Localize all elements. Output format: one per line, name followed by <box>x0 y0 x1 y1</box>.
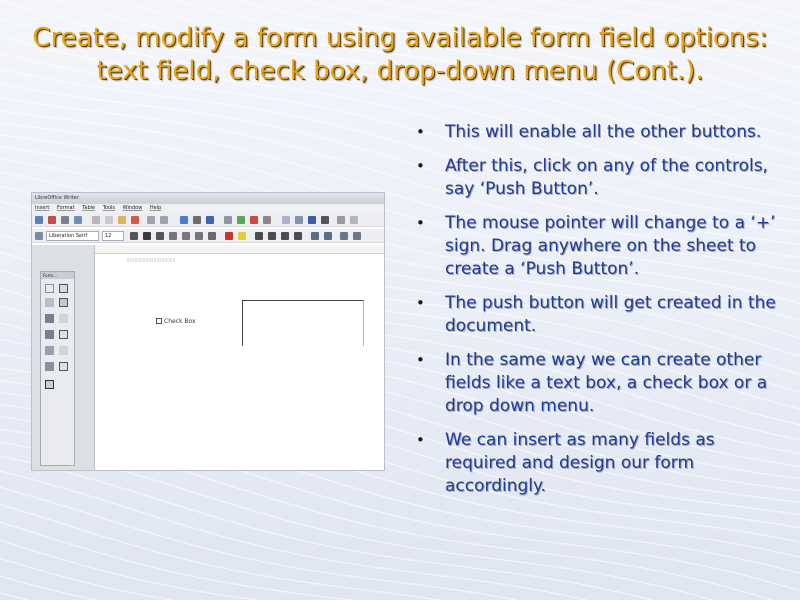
bullet-item <box>413 292 788 338</box>
bullet-item <box>413 212 788 281</box>
form-controls-toolbar <box>40 271 75 466</box>
redo-icon[interactable] <box>160 216 168 224</box>
increase-indent-icon[interactable] <box>340 232 348 240</box>
form-controls-label: Form... <box>41 272 74 279</box>
font-color-icon[interactable] <box>225 232 233 240</box>
push-button-control[interactable] <box>242 300 364 346</box>
chart-icon[interactable] <box>250 216 258 224</box>
select-icon[interactable] <box>45 284 54 293</box>
bullet-text: We can insert as many fields as required and design our form accordingly. <box>445 430 715 496</box>
menu-format[interactable]: Format <box>56 205 75 211</box>
find-icon[interactable] <box>193 216 201 224</box>
text-cursor-line: ▯▯▯▯▯▯▯▯▯▯▯▯▯▯▯▯▯▯ <box>127 257 176 262</box>
document-margin-area <box>32 245 95 470</box>
libreoffice-writer-screenshot <box>32 193 384 470</box>
label-field-tool-icon[interactable] <box>59 346 68 355</box>
numbering-icon[interactable] <box>324 232 332 240</box>
slide-title <box>0 22 800 88</box>
bullet-item <box>413 349 788 418</box>
image-icon[interactable] <box>237 216 245 224</box>
bullet-item <box>413 155 788 201</box>
hyperlink-icon[interactable] <box>308 216 316 224</box>
save-icon[interactable] <box>35 216 43 224</box>
spellcheck-icon[interactable] <box>180 216 188 224</box>
font-size-field[interactable]: 12 <box>102 231 124 241</box>
bullet-dot: • <box>416 351 425 369</box>
bullet-dot: • <box>416 431 425 449</box>
combo-box-tool-icon[interactable] <box>45 346 54 355</box>
design-mode-icon[interactable] <box>59 284 68 293</box>
background-wave-line <box>0 558 800 600</box>
bullet-text: In the same way we can create other fields like a text box, a check box or a drop down menu. <box>445 350 768 416</box>
checkbox-tool-icon[interactable] <box>45 314 54 323</box>
bullet-text: This will enable all the other buttons. <box>445 122 762 142</box>
form-design-icon[interactable] <box>59 298 68 307</box>
bullet-text: After this, click on any of the controls, say ‘Push Button’. <box>445 156 768 199</box>
checkbox-box[interactable] <box>156 318 162 324</box>
list-box-tool-icon[interactable] <box>59 330 68 339</box>
field-icon[interactable] <box>295 216 303 224</box>
menu-help[interactable]: Help <box>149 205 162 211</box>
table-icon[interactable] <box>224 216 232 224</box>
menu-table[interactable]: Table <box>82 205 96 211</box>
formatting-toolbar <box>32 229 384 243</box>
bullet-dot: • <box>416 214 425 232</box>
bullet-dot: • <box>416 123 425 141</box>
cut-icon[interactable] <box>92 216 100 224</box>
underline-icon[interactable] <box>156 232 164 240</box>
font-name-field[interactable]: Liberation Serif <box>46 231 99 241</box>
checkbox-control[interactable] <box>156 318 196 325</box>
superscript-icon[interactable] <box>182 232 190 240</box>
standard-toolbar <box>32 213 384 227</box>
background-wave-line <box>0 576 800 600</box>
copy-icon[interactable] <box>105 216 113 224</box>
paste-icon[interactable] <box>118 216 126 224</box>
bullets-icon[interactable] <box>311 232 319 240</box>
menu-bar <box>32 204 384 213</box>
menu-insert[interactable]: Insert <box>35 205 50 211</box>
option-button-tool-icon[interactable] <box>45 330 54 339</box>
align-left-icon[interactable] <box>255 232 263 240</box>
checkbox-label: Check Box <box>164 318 196 325</box>
export-pdf-icon[interactable] <box>48 216 56 224</box>
bullet-item <box>413 429 788 498</box>
page-break-icon[interactable] <box>282 216 290 224</box>
print-preview-icon[interactable] <box>74 216 82 224</box>
text-box-tool-icon[interactable] <box>59 314 68 323</box>
bullet-dot: • <box>416 157 425 175</box>
bullet-text: The push button will get created in the document. <box>445 293 776 336</box>
document-page[interactable] <box>95 254 384 470</box>
strikethrough-icon[interactable] <box>169 232 177 240</box>
special-character-icon[interactable] <box>321 216 329 224</box>
bold-icon[interactable] <box>130 232 138 240</box>
comment-icon[interactable] <box>337 216 345 224</box>
control-properties-icon[interactable] <box>45 298 54 307</box>
window-titlebar: LibreOffice Writer <box>32 193 384 204</box>
textbox-icon[interactable] <box>263 216 271 224</box>
shadow-icon[interactable] <box>208 232 216 240</box>
background-wave-line <box>0 504 800 600</box>
slide-title-line-2: text field, check box, drop-down menu (Cont.). <box>96 56 704 86</box>
subscript-icon[interactable] <box>195 232 203 240</box>
print-icon[interactable] <box>61 216 69 224</box>
clone-formatting-icon[interactable] <box>131 216 139 224</box>
menu-tools[interactable]: Tools <box>102 205 116 211</box>
italic-icon[interactable] <box>143 232 151 240</box>
decrease-indent-icon[interactable] <box>353 232 361 240</box>
formatting-marks-icon[interactable] <box>206 216 214 224</box>
align-right-icon[interactable] <box>281 232 289 240</box>
bullet-list <box>413 121 788 509</box>
push-button-tool-icon[interactable] <box>45 362 54 371</box>
more-controls-icon[interactable] <box>45 380 54 389</box>
bullet-dot: • <box>416 294 425 312</box>
undo-icon[interactable] <box>147 216 155 224</box>
track-changes-icon[interactable] <box>350 216 358 224</box>
highlighting-icon[interactable] <box>238 232 246 240</box>
bullet-item <box>413 121 788 144</box>
slide-title-line-1: Create, modify a form using available form field options: <box>32 23 768 53</box>
bullet-text: The mouse pointer will change to a ‘+’ sign. Drag anywhere on the sheet to create a ‘Push Button’. <box>445 213 776 279</box>
background-wave-line <box>0 0 800 17</box>
justify-icon[interactable] <box>294 232 302 240</box>
horizontal-ruler <box>94 245 384 254</box>
align-center-icon[interactable] <box>268 232 276 240</box>
paragraph-style-icon[interactable] <box>35 232 43 240</box>
menu-window[interactable]: Window <box>122 205 143 211</box>
image-button-tool-icon[interactable] <box>59 362 68 371</box>
